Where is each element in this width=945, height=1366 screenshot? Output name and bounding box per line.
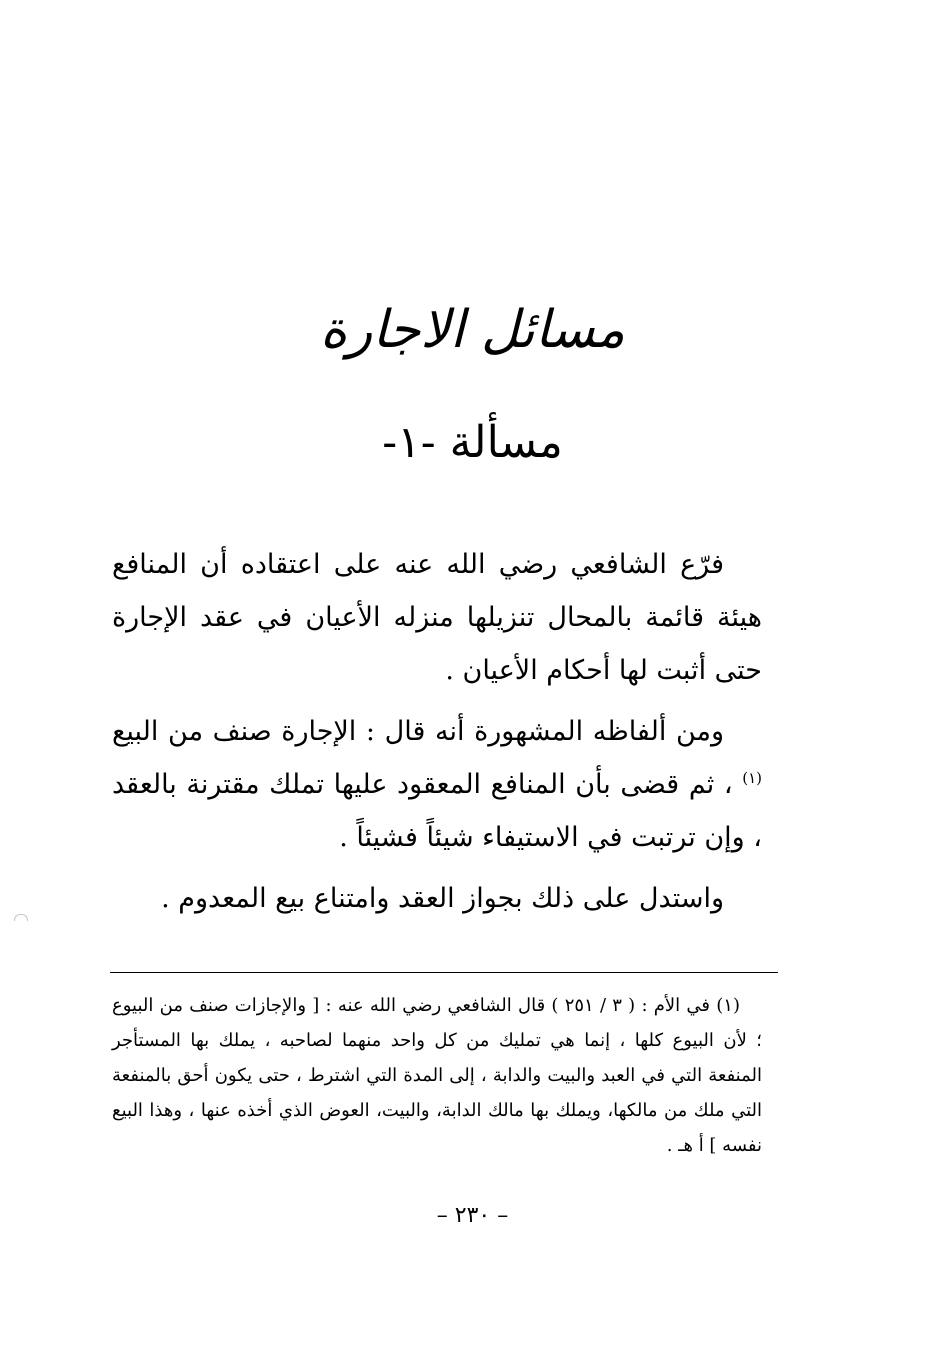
footnote-reference: (١)	[742, 769, 762, 787]
footnote	[112, 988, 762, 1163]
paragraph-2	[112, 705, 762, 864]
margin-mark	[14, 914, 28, 921]
main-text	[112, 538, 762, 933]
paragraph-3: واستدل على ذلك بجواز العقد وامتناع بيع المعدوم .	[161, 883, 724, 914]
paragraph-2-part-1: ومن ألفاظه المشهورة أنه قال : الإجارة صنف من البيع	[112, 716, 724, 747]
footnote-text: (١) في الأم : ( ٣ / ٢٥١ ) قال الشافعي رضي الله عنه : [ والإجازات صنف من البيوع ؛ لأن البيوع كلها ، إنما هي تمليك من كل واحد منهما لصاحبه ، يملك بها المستأجر المنفعة التي في العبد والبيت والدابة ، إلى المدة التي اشترط ، حتى يكون أحق بالمنفعة التي ملك من مالكها، ويملك بها مالك الدابة، والبيت، العوض الذي أخذه عنها ، وهذا البيع نفسه ] أ هـ .	[112, 995, 762, 1156]
footnote-separator	[110, 972, 778, 973]
chapter-title: مسائل الاجارة	[320, 300, 625, 360]
paragraph-2-part-2: ، ثم قضى بأن المنافع المعقود عليها تملك مقترنة بالعقد ، وإن ترتبت في الاستيفاء شيئاً فشيئاً .	[112, 769, 762, 853]
page-number: – ٢٣٠ –	[436, 1203, 509, 1228]
issue-title: مسألة -١-	[382, 417, 563, 468]
paragraph-1: فرّع الشافعي رضي الله عنه على اعتقاده أن المنافع هيئة قائمة بالمحال تنزيلها منزله الأعيان في عقد الإجارة حتى أثبت لها أحكام الأعيان .	[112, 549, 762, 686]
